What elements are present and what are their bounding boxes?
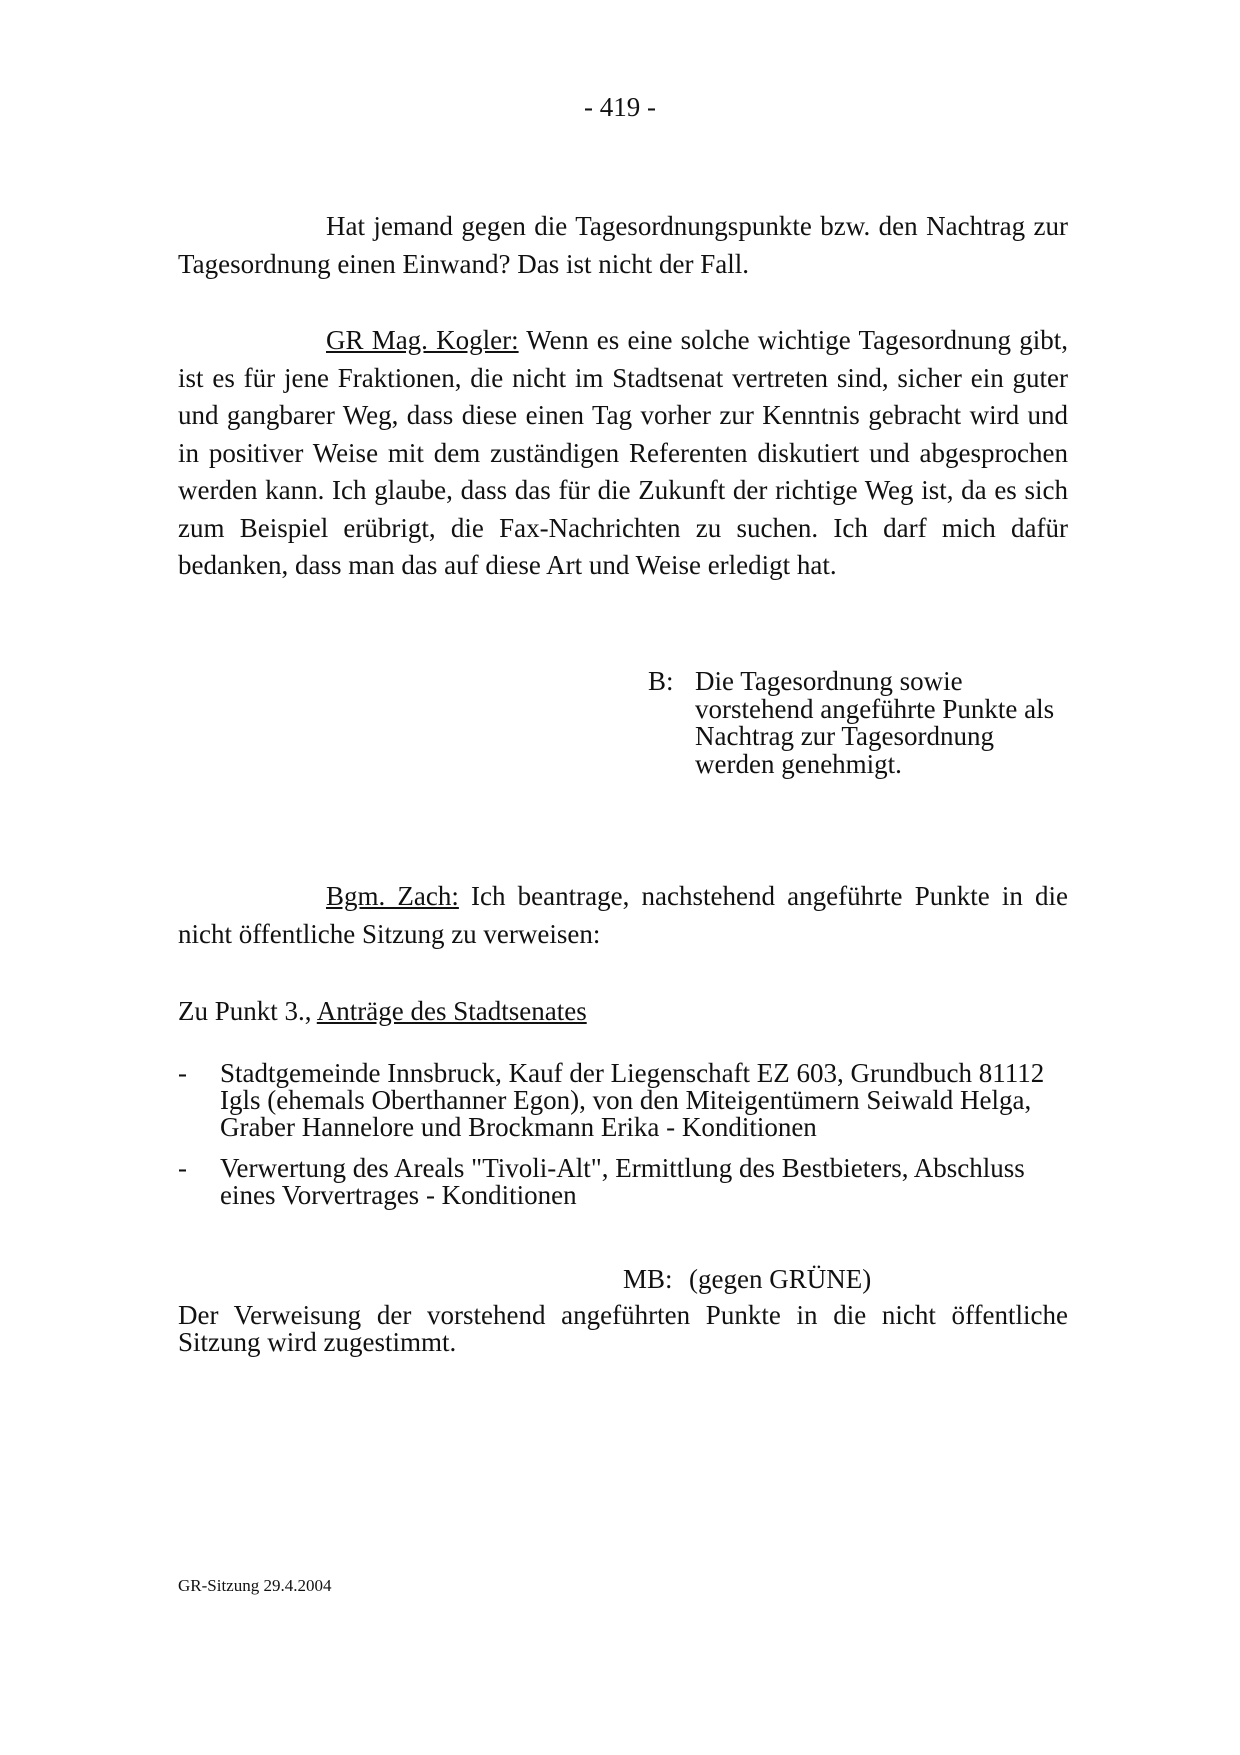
section-prefix: Zu Punkt 3.,	[178, 996, 317, 1026]
resolution-label: MB:	[623, 1264, 673, 1294]
resolution-text: Die Tagesordnung sowie vorstehend angeführte Punkte als Nachtrag zur Tagesordnung werden genehmigt.	[695, 666, 1055, 779]
paragraph-zach	[178, 878, 1068, 953]
speaker-name: GR Mag. Kogler:	[326, 325, 519, 355]
paragraph-agenda-question	[178, 208, 1068, 283]
paragraph-text: Ich beantrage, nachstehend angeführte Punkte in die nicht öffentliche Sitzung zu verweisen:	[178, 881, 1068, 949]
section-title: Anträge des Stadtsenates	[316, 996, 587, 1026]
item-list	[178, 1060, 1068, 1223]
resolution-note: (gegen GRÜNE)	[689, 1264, 872, 1294]
list-item	[178, 1155, 1068, 1209]
list-bullet: -	[178, 1153, 187, 1183]
page-number: - 419 -	[584, 92, 656, 122]
footer-session-date: GR-Sitzung 29.4.2004	[178, 1576, 332, 1595]
section-heading	[178, 996, 587, 1027]
list-item-text: Stadtgemeinde Innsbruck, Kauf der Liegenschaft EZ 603, Grundbuch 81112 Igls (ehemals Oberthanner Egon), von den Miteigentümern Seiwald Helga, Graber Hannelore und Brockmann Erika - Konditionen	[220, 1058, 1045, 1142]
resolution-block	[648, 668, 1068, 778]
speaker-name: Bgm. Zach:	[326, 881, 459, 911]
list-item	[178, 1060, 1068, 1141]
resolution-text: Der Verweisung der vorstehend angeführten Punkte in die nicht öffentliche Sitzung wird zugestimmt.	[178, 1300, 1068, 1357]
paragraph-text: Hat jemand gegen die Tagesordnungspunkte bzw. den Nachtrag zur Tagesordnung einen Einwand? Das ist nicht der Fall.	[178, 211, 1068, 279]
paragraph-kogler	[178, 322, 1068, 585]
majority-resolution-line	[623, 1264, 871, 1295]
list-bullet: -	[178, 1058, 187, 1088]
paragraph-text: Wenn es eine solche wichtige Tagesordnung gibt, ist es für jene Fraktionen, die nicht im Stadtsenat vertreten sind, sicher ein guter und gangbarer Weg, dass diese einen Tag vorher zur Kenntnis gebracht wird und in positiver Weise mit dem zuständigen Referenten diskutiert und abgesprochen werden kann. Ich glaube, dass das für die Zukunft der richtige Weg ist, da es sich zum Beispiel erübrigt, die Fax-Nachrichten zu suchen. Ich darf mich dafür bedanken, dass man das auf diese Art und Weise erledigt hat.	[178, 325, 1068, 580]
list-item-text: Verwertung des Areals "Tivoli-Alt", Ermittlung des Bestbieters, Abschluss eines Vorvertrages - Konditionen	[220, 1153, 1025, 1210]
resolution-label: B:	[648, 666, 674, 696]
